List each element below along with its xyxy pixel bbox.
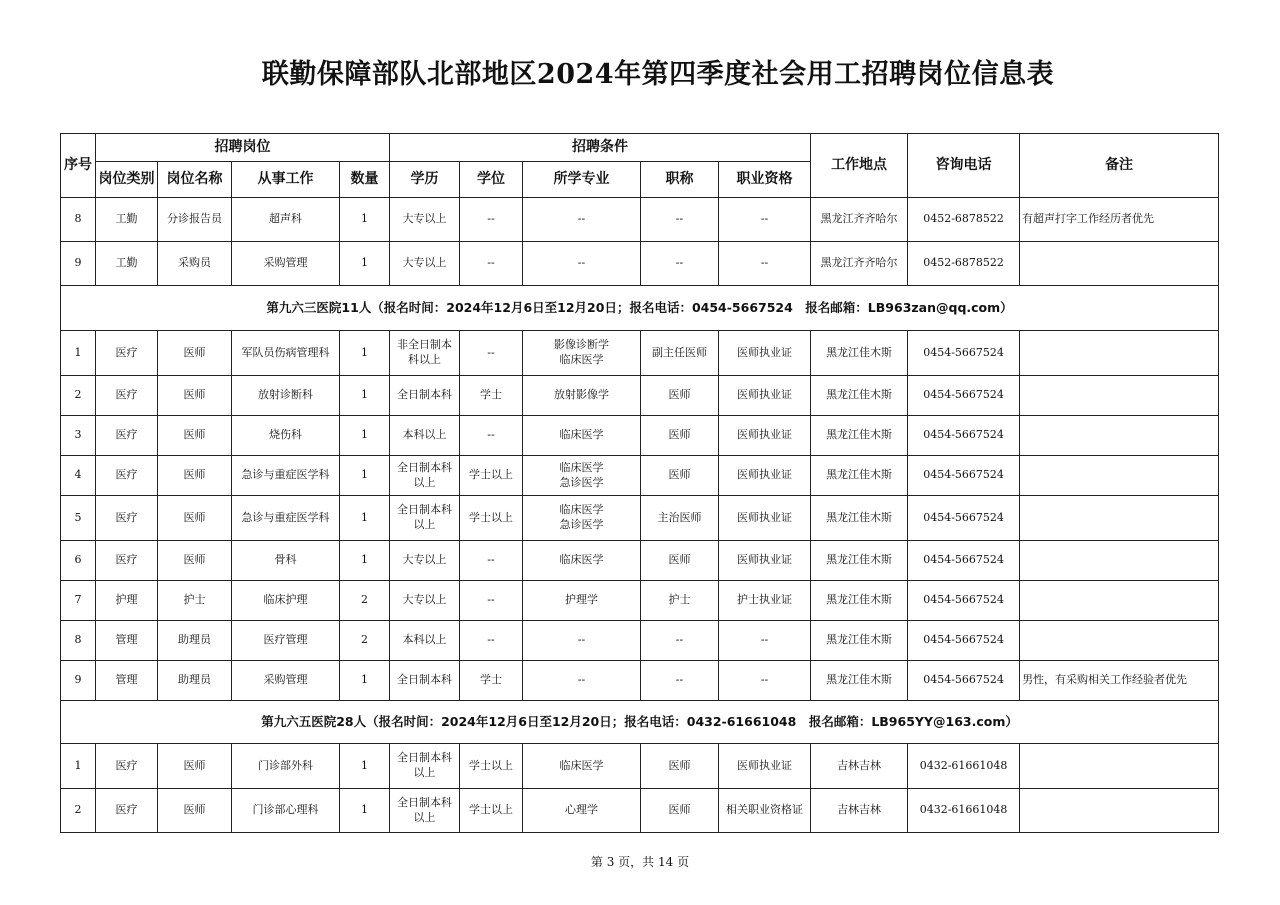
- cell-title-rank: 医师: [641, 456, 719, 496]
- cell-name: 医师: [158, 456, 232, 496]
- cell-name: 医师: [158, 416, 232, 456]
- cell-category: 医疗: [96, 496, 158, 541]
- cell-qualification: 医师执业证: [719, 416, 811, 456]
- cell-seq: 3: [61, 416, 96, 456]
- section-heading: 第九六三医院11人（报名时间：2024年12月6日至12月20日；报名电话：0454-5667524 报名邮箱：LB963zan@qq.com）: [61, 286, 1219, 331]
- cell-degree: --: [460, 416, 523, 456]
- cell-phone: 0452-6878522: [908, 242, 1020, 286]
- cell-work: 门诊部心理科: [232, 789, 340, 833]
- cell-education: 全日制本科 以上: [390, 456, 460, 496]
- cell-name: 医师: [158, 744, 232, 789]
- cell-location: 黑龙江佳木斯: [811, 331, 908, 376]
- cell-work: 放射诊断科: [232, 376, 340, 416]
- table-row: [61, 242, 1219, 286]
- table-row: [61, 789, 1219, 833]
- cell-count: 1: [340, 242, 390, 286]
- cell-title-rank: --: [641, 198, 719, 242]
- cell-title-rank: --: [641, 621, 719, 661]
- cell-count: 1: [340, 541, 390, 581]
- cell-name: 助理员: [158, 661, 232, 701]
- cell-qualification: 医师执业证: [719, 541, 811, 581]
- cell-title-rank: 医师: [641, 789, 719, 833]
- cell-phone: 0432-61661048: [908, 789, 1020, 833]
- cell-education: 本科以上: [390, 416, 460, 456]
- cell-education: 全日制本科 以上: [390, 744, 460, 789]
- cell-seq: 4: [61, 456, 96, 496]
- cell-major: 心理学: [523, 789, 641, 833]
- cell-qualification: 医师执业证: [719, 496, 811, 541]
- cell-count: 1: [340, 744, 390, 789]
- cell-category: 医疗: [96, 541, 158, 581]
- cell-location: 黑龙江齐齐哈尔: [811, 198, 908, 242]
- cell-degree: --: [460, 621, 523, 661]
- cell-note: [1020, 621, 1219, 661]
- cell-work: 门诊部外科: [232, 744, 340, 789]
- table-row: [61, 198, 1219, 242]
- cell-note: [1020, 416, 1219, 456]
- table-row: [61, 621, 1219, 661]
- cell-qualification: --: [719, 661, 811, 701]
- cell-work: 急诊与重症医学科: [232, 496, 340, 541]
- cell-phone: 0454-5667524: [908, 416, 1020, 456]
- cell-degree: 学士以上: [460, 456, 523, 496]
- header-name: 岗位名称: [158, 162, 232, 198]
- cell-qualification: --: [719, 621, 811, 661]
- cell-seq: 7: [61, 581, 96, 621]
- cell-qualification: --: [719, 242, 811, 286]
- cell-note: [1020, 331, 1219, 376]
- cell-seq: 8: [61, 198, 96, 242]
- cell-phone: 0452-6878522: [908, 198, 1020, 242]
- cell-major: 护理学: [523, 581, 641, 621]
- cell-phone: 0454-5667524: [908, 581, 1020, 621]
- cell-name: 医师: [158, 789, 232, 833]
- cell-phone: 0454-5667524: [908, 661, 1020, 701]
- header-education: 学历: [390, 162, 460, 198]
- cell-education: 全日制本科 以上: [390, 789, 460, 833]
- header-major: 所学专业: [523, 162, 641, 198]
- cell-work: 超声科: [232, 198, 340, 242]
- cell-location: 黑龙江佳木斯: [811, 456, 908, 496]
- cell-work: 军队员伤病管理科: [232, 331, 340, 376]
- cell-seq: 2: [61, 789, 96, 833]
- cell-category: 工勤: [96, 242, 158, 286]
- cell-phone: 0454-5667524: [908, 456, 1020, 496]
- cell-degree: 学士以上: [460, 744, 523, 789]
- cell-major: --: [523, 242, 641, 286]
- cell-note: [1020, 242, 1219, 286]
- cell-education: 本科以上: [390, 621, 460, 661]
- cell-count: 1: [340, 198, 390, 242]
- cell-note: [1020, 581, 1219, 621]
- page-number: 第 3 页，共 14 页: [590, 855, 690, 869]
- cell-name: 助理员: [158, 621, 232, 661]
- table-row: [61, 456, 1219, 496]
- section-heading-row: [61, 286, 1219, 331]
- cell-note: [1020, 376, 1219, 416]
- cell-location: 黑龙江佳木斯: [811, 376, 908, 416]
- header-count: 数量: [340, 162, 390, 198]
- cell-count: 1: [340, 331, 390, 376]
- cell-category: 工勤: [96, 198, 158, 242]
- cell-seq: 8: [61, 621, 96, 661]
- cell-name: 医师: [158, 541, 232, 581]
- cell-phone: 0454-5667524: [908, 541, 1020, 581]
- cell-location: 黑龙江佳木斯: [811, 496, 908, 541]
- cell-category: 医疗: [96, 789, 158, 833]
- cell-note: [1020, 789, 1219, 833]
- cell-note: [1020, 496, 1219, 541]
- cell-count: 1: [340, 376, 390, 416]
- header-note: 备注: [1020, 134, 1219, 198]
- page-title: 联勤保障部队北部地区2024年第四季度社会用工招聘岗位信息表: [261, 59, 1055, 90]
- recruitment-table: [60, 133, 1219, 833]
- cell-location: 黑龙江齐齐哈尔: [811, 242, 908, 286]
- cell-count: 1: [340, 416, 390, 456]
- cell-name: 分诊报告员: [158, 198, 232, 242]
- cell-degree: 学士: [460, 661, 523, 701]
- cell-phone: 0454-5667524: [908, 376, 1020, 416]
- table-row: [61, 661, 1219, 701]
- cell-note: [1020, 541, 1219, 581]
- cell-education: 全日制本科: [390, 376, 460, 416]
- cell-work: 烧伤科: [232, 416, 340, 456]
- cell-location: 黑龙江佳木斯: [811, 541, 908, 581]
- cell-count: 2: [340, 621, 390, 661]
- cell-phone: 0432-61661048: [908, 744, 1020, 789]
- cell-location: 吉林吉林: [811, 789, 908, 833]
- cell-seq: 1: [61, 744, 96, 789]
- cell-category: 管理: [96, 621, 158, 661]
- cell-qualification: 医师执业证: [719, 456, 811, 496]
- cell-title-rank: 护士: [641, 581, 719, 621]
- header-qualification: 职业资格: [719, 162, 811, 198]
- cell-seq: 6: [61, 541, 96, 581]
- cell-category: 医疗: [96, 331, 158, 376]
- cell-phone: 0454-5667524: [908, 331, 1020, 376]
- cell-qualification: 护士执业证: [719, 581, 811, 621]
- cell-seq: 5: [61, 496, 96, 541]
- table-row: [61, 581, 1219, 621]
- cell-work: 临床护理: [232, 581, 340, 621]
- header-location: 工作地点: [811, 134, 908, 198]
- cell-major: --: [523, 198, 641, 242]
- section-heading-row: [61, 701, 1219, 744]
- cell-title-rank: 医师: [641, 376, 719, 416]
- section-heading: 第九六五医院28人（报名时间：2024年12月6日至12月20日；报名电话：0432-61661048 报名邮箱：LB965YY@163.com）: [61, 701, 1219, 744]
- cell-work: 采购管理: [232, 242, 340, 286]
- cell-title-rank: --: [641, 242, 719, 286]
- table-row: [61, 744, 1219, 789]
- cell-degree: 学士: [460, 376, 523, 416]
- cell-education: 大专以上: [390, 198, 460, 242]
- cell-phone: 0454-5667524: [908, 496, 1020, 541]
- cell-qualification: 医师执业证: [719, 744, 811, 789]
- cell-location: 黑龙江佳木斯: [811, 661, 908, 701]
- cell-work: 医疗管理: [232, 621, 340, 661]
- cell-seq: 1: [61, 331, 96, 376]
- cell-name: 采购员: [158, 242, 232, 286]
- header-degree: 学位: [460, 162, 523, 198]
- cell-seq: 9: [61, 242, 96, 286]
- header-conditions-group: 招聘条件: [390, 134, 811, 162]
- cell-category: 护理: [96, 581, 158, 621]
- cell-major: 放射影像学: [523, 376, 641, 416]
- cell-qualification: 相关职业资格证: [719, 789, 811, 833]
- cell-name: 医师: [158, 376, 232, 416]
- cell-seq: 2: [61, 376, 96, 416]
- table-row: [61, 331, 1219, 376]
- table-row: [61, 416, 1219, 456]
- cell-education: 大专以上: [390, 581, 460, 621]
- cell-degree: 学士以上: [460, 496, 523, 541]
- cell-degree: --: [460, 242, 523, 286]
- cell-work: 采购管理: [232, 661, 340, 701]
- cell-education: 大专以上: [390, 242, 460, 286]
- cell-work: 急诊与重症医学科: [232, 456, 340, 496]
- cell-note: [1020, 456, 1219, 496]
- cell-degree: --: [460, 198, 523, 242]
- cell-education: 大专以上: [390, 541, 460, 581]
- cell-phone: 0454-5667524: [908, 621, 1020, 661]
- cell-category: 医疗: [96, 456, 158, 496]
- cell-major: 临床医学: [523, 416, 641, 456]
- cell-title-rank: 医师: [641, 744, 719, 789]
- cell-count: 1: [340, 456, 390, 496]
- header-phone: 咨询电话: [908, 134, 1020, 198]
- header-category: 岗位类别: [96, 162, 158, 198]
- cell-education: 非全日制本科以上: [390, 331, 460, 376]
- cell-title-rank: --: [641, 661, 719, 701]
- cell-category: 医疗: [96, 376, 158, 416]
- cell-major: --: [523, 621, 641, 661]
- cell-location: 吉林吉林: [811, 744, 908, 789]
- cell-work: 骨科: [232, 541, 340, 581]
- cell-degree: --: [460, 581, 523, 621]
- cell-qualification: 医师执业证: [719, 376, 811, 416]
- table-row: [61, 496, 1219, 541]
- cell-qualification: --: [719, 198, 811, 242]
- cell-major: --: [523, 661, 641, 701]
- cell-education: 全日制本科 以上: [390, 496, 460, 541]
- cell-title-rank: 医师: [641, 541, 719, 581]
- cell-category: 医疗: [96, 416, 158, 456]
- cell-name: 护士: [158, 581, 232, 621]
- table-body: [61, 198, 1219, 833]
- header-work: 从事工作: [232, 162, 340, 198]
- cell-note: 男性，有采购相关工作经验者优先: [1020, 661, 1219, 701]
- cell-location: 黑龙江佳木斯: [811, 416, 908, 456]
- cell-count: 1: [340, 496, 390, 541]
- cell-degree: --: [460, 331, 523, 376]
- cell-note: [1020, 744, 1219, 789]
- cell-title-rank: 主治医师: [641, 496, 719, 541]
- cell-title-rank: 医师: [641, 416, 719, 456]
- cell-count: 2: [340, 581, 390, 621]
- header-title-rank: 职称: [641, 162, 719, 198]
- table-row: [61, 376, 1219, 416]
- cell-note: 有超声打字工作经历者优先: [1020, 198, 1219, 242]
- cell-count: 1: [340, 661, 390, 701]
- cell-degree: 学士以上: [460, 789, 523, 833]
- cell-major: 临床医学 急诊医学: [523, 456, 641, 496]
- cell-degree: --: [460, 541, 523, 581]
- cell-education: 全日制本科: [390, 661, 460, 701]
- cell-major: 临床医学: [523, 744, 641, 789]
- cell-title-rank: 副主任医师: [641, 331, 719, 376]
- cell-name: 医师: [158, 496, 232, 541]
- cell-category: 管理: [96, 661, 158, 701]
- cell-location: 黑龙江佳木斯: [811, 581, 908, 621]
- cell-major: 临床医学 急诊医学: [523, 496, 641, 541]
- cell-count: 1: [340, 789, 390, 833]
- cell-major: 临床医学: [523, 541, 641, 581]
- table-row: [61, 541, 1219, 581]
- header-seq: 序号: [61, 134, 96, 198]
- cell-location: 黑龙江佳木斯: [811, 621, 908, 661]
- cell-qualification: 医师执业证: [719, 331, 811, 376]
- cell-major: 影像诊断学 临床医学: [523, 331, 641, 376]
- cell-name: 医师: [158, 331, 232, 376]
- cell-seq: 9: [61, 661, 96, 701]
- header-position-group: 招聘岗位: [96, 134, 390, 162]
- cell-category: 医疗: [96, 744, 158, 789]
